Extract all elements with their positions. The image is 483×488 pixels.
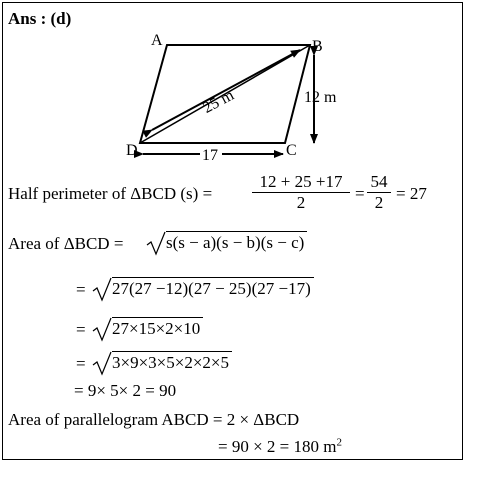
step1-expression: 27(27 −12)(27 − 25)(27 −17) xyxy=(112,277,314,300)
step4-result: = 9× 5× 2 = 90 xyxy=(74,381,177,400)
fraction-54-numerator: 54 xyxy=(370,172,388,191)
vertex-b: B xyxy=(312,38,323,55)
heron-formula: s(s − a)(s − b)(s − c) xyxy=(166,231,307,254)
diagonal-label: 25 m xyxy=(200,86,237,117)
final-result xyxy=(218,437,342,457)
base-label: 17 xyxy=(202,147,218,164)
vertex-a: A xyxy=(151,32,163,49)
fraction-sum-numerator: 12 + 25 +17 xyxy=(259,172,343,191)
area-label: Area of ΔBCD = xyxy=(8,234,124,253)
half-perimeter-label: Half perimeter of ΔBCD (s) = xyxy=(8,184,213,203)
vertex-d: D xyxy=(126,142,138,159)
step3-expression: 3×9×3×5×2×2×5 xyxy=(112,351,232,374)
step2-expression: 27×15×2×10 xyxy=(112,317,203,340)
step3-equals: = xyxy=(76,354,86,373)
fraction-54-denominator: 2 xyxy=(374,193,384,212)
fraction-sum-denominator: 2 xyxy=(296,193,306,212)
step2-equals: = xyxy=(76,320,86,339)
equals-sign: = xyxy=(355,184,365,203)
answer-label: Ans : (d) xyxy=(8,9,72,28)
half-perimeter-result: = 27 xyxy=(396,184,427,203)
final-unit-power: 2 xyxy=(336,436,342,449)
height-label: 12 m xyxy=(304,89,337,106)
parallelogram-area-label: Area of parallelogram ABCD = 2 × ΔBCD xyxy=(8,410,300,429)
fraction-54 xyxy=(367,172,391,213)
final-value: = 90 × 2 = 180 m xyxy=(218,437,337,456)
vertex-c: C xyxy=(286,142,297,159)
fraction-sum xyxy=(252,172,350,213)
step1-equals: = xyxy=(76,280,86,299)
